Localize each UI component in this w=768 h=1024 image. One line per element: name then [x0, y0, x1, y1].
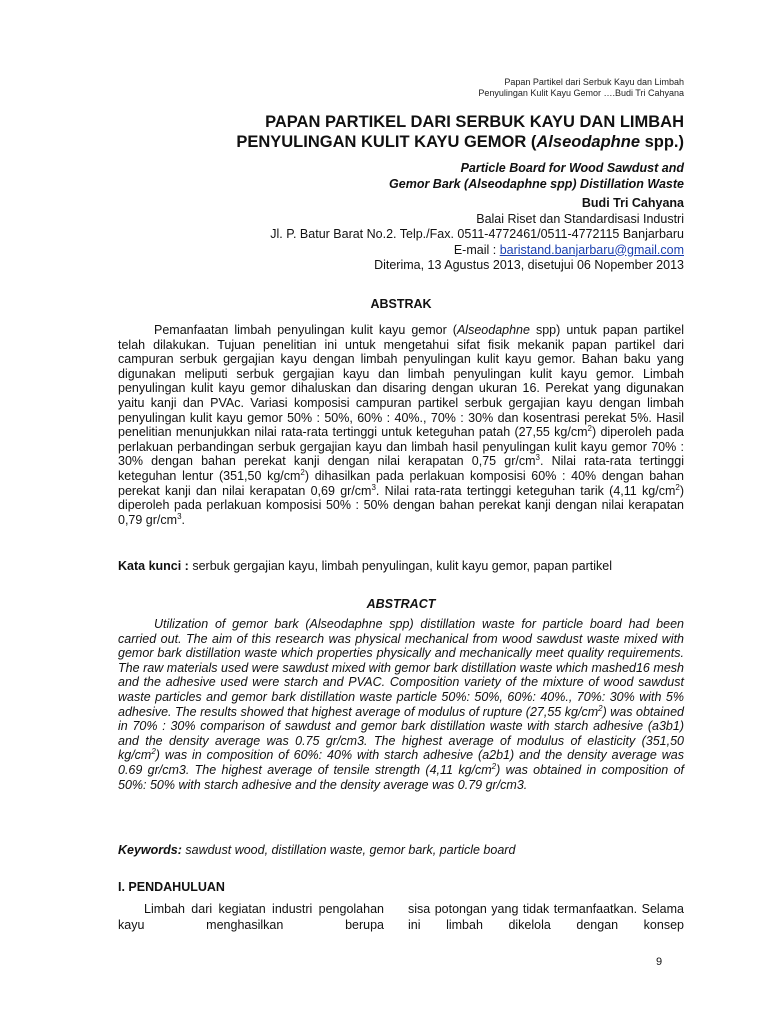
- abstrak-text-e: ) dihasilkan pada perlakuan komposisi 60% : 40% dengan bahan perekat kanji dan nilai kerapatan 0,69 gr/cm: [118, 468, 684, 498]
- sup-2: 2: [151, 747, 156, 757]
- sup-2: 2: [300, 467, 305, 477]
- intro-left-text: Limbah dari kegiatan industri pengolahan kayu menghasilkan berupa: [118, 902, 384, 932]
- english-title: [389, 160, 684, 192]
- author-block: [270, 196, 684, 274]
- english-title-line1: Particle Board for Wood Sawdust and: [460, 161, 684, 175]
- abstrak-text-b: spp) untuk papan partikel telah dilakukan. Tujuan penelitian ini untuk mengetahui sifat fisik mekanik papan partikel dari campuran serbuk gergajian kayu dengan limbah penyulingan kulit kayu gemor. Bahan baku yang digunakan meliputi serbuk gergajian kayu dan limbah penyulingan kulit kayu gemor. Limbah penyulingan kulit kayu gemor dihaluskan dan disaring dengan ukuran 16. Perekat yang digunakan yaitu kanji dan PVAc. Variasi komposisi campuran partikel serbuk gergajian kayu dengan limbah penyulingan kulit kayu gemor 50% : 50%, 60% : 40%., 70% : 30% dan kosentrasi perekat 5%. Hasil penelitian menunjukkan nilai rata-rata tertinggi untuk keteguhan patah (27,55 kg/cm: [118, 323, 684, 440]
- abstrak-text-g: ) diperoleh pada perlakuan komposisi 50% : 50% dengan bahan perekat kanji dengan nilai kerapatan 0,79 gr/cm: [118, 483, 684, 527]
- sup-3: 3: [371, 482, 376, 492]
- abstract-text-c: ) was in composition of 60%: 40% with starch adhesive (a2b1) and the density average was 0.69 gr/cm3. The highest average of tensile strength (4,11 kg/cm: [118, 748, 684, 777]
- abstrak-text-c: ) diperoleh pada perlakuan perbandingan serbuk gergajian kayu dan limbah hasil penyulingan kulit kayu gemor 70% : 30% dengan bahan perekat kanji dengan nilai kerapatan 0,75 gr/cm: [118, 425, 684, 469]
- running-head-line1: Papan Partikel dari Serbuk Kayu dan Limbah: [504, 77, 684, 87]
- sup-2: 2: [587, 424, 592, 433]
- intro-right-column: sisa potongan yang tidak termanfaatkan. Selama ini limbah dikelola dengan konsep: [408, 902, 684, 932]
- abstract-heading: ABSTRACT: [366, 597, 436, 611]
- title-species: Alseodaphne: [536, 133, 640, 151]
- sup-2: 2: [675, 482, 680, 492]
- sup-3: 3: [177, 511, 182, 521]
- abstrak-paragraph: [118, 323, 684, 527]
- page-number: 9: [656, 956, 663, 968]
- paper-title: [236, 112, 684, 152]
- abstract-text-b: ) was obtained in 70% : 30% comparison of sawdust and gemor bark distillation waste with starch adhesive (a3b1) and the density average was 0.75 gr/cm3. The highest average of modulus of elasticity (351,50 kg/cm: [118, 704, 684, 763]
- title-line2: [236, 132, 684, 152]
- author-institution: Balai Riset dan Standardisasi Industri: [476, 211, 684, 226]
- abstrak-text-f: . Nilai rata-rata tertinggi keteguhan tarik (4,11 kg/cm: [375, 483, 676, 498]
- abstrak-text-d: . Nilai rata-rata tertinggi keteguhan lentur (351,50 kg/cm: [118, 454, 684, 483]
- abstrak-species: Alseodaphne: [456, 323, 530, 337]
- email-link[interactable]: baristand.banjarbaru@gmail.com: [499, 242, 684, 257]
- running-head-line2: Penyulingan Kulit Kayu Gemor ….Budi Tri Cahyana: [478, 88, 684, 98]
- abstract-text-a: Utilization of gemor bark (Alseodaphne spp) distillation waste for particle board had been carried out. The aim of this research was physical mechanical from wood sawdust waste mixed with gemor bark distillation waste which properties physically and mechanically meet quality requirements. The raw materials used were sawdust mixed with gemor bark distillation waste which mashed16 mesh and the adhesive used were starch and PVAC. Composition variety of the mixture of wood sawdust waste particles and gemor bark distillation waste particle 50%: 50%, 60%: 40%., 70%: 30% with 5% adhesive. The results showed that highest average of modulus of rupture (27,55 kg/cm: [118, 617, 684, 719]
- sup-2: 2: [491, 761, 497, 771]
- received-dates: Diterima, 13 Agustus 2013, disetujui 06 Nopember 2013: [374, 258, 684, 272]
- abstrak-text-a: Pemanfaatan limbah penyulingan kulit kayu gemor (: [154, 323, 457, 337]
- intro-left-column: [118, 902, 384, 933]
- sup-2: 2: [598, 703, 603, 713]
- sup-3: 3: [535, 453, 540, 463]
- title-line1: PAPAN PARTIKEL DARI SERBUK KAYU DAN LIMBAH: [265, 113, 684, 131]
- abstract-text-d: ) was obtained in composition of 50%: 50% with starch adhesive and the density average was 0.79 gr/cm3.: [118, 762, 685, 792]
- kata-kunci: [118, 559, 684, 574]
- abstrak-heading: ABSTRAK: [370, 297, 432, 311]
- abstract-paragraph: [118, 617, 684, 792]
- running-head: [478, 77, 684, 99]
- author-address: Jl. P. Batur Barat No.2. Telp./Fax. 0511-4772461/0511-4772115 Banjarbaru: [270, 227, 684, 241]
- introduction-heading: I. PENDAHULUAN: [118, 880, 225, 894]
- english-title-line2: Gemor Bark (Alseodaphne spp) Distillation Waste: [389, 177, 684, 191]
- author-name: Budi Tri Cahyana: [581, 196, 684, 210]
- keywords-label: Keywords:: [118, 843, 182, 857]
- abstrak-text-h: .: [181, 512, 185, 527]
- email-label: E-mail :: [453, 242, 500, 257]
- kata-kunci-text: serbuk gergajian kayu, limbah penyulingan, kulit kayu gemor, papan partikel: [192, 559, 613, 573]
- kata-kunci-label: Kata kunci :: [118, 559, 193, 573]
- keywords-text: sawdust wood, distillation waste, gemor bark, particle board: [181, 843, 516, 857]
- title-line2-suffix: spp.): [640, 133, 684, 151]
- keywords: [118, 843, 684, 858]
- author-email-line: [270, 243, 684, 259]
- title-line2-prefix: PENYULINGAN KULIT KAYU GEMOR (: [236, 133, 537, 151]
